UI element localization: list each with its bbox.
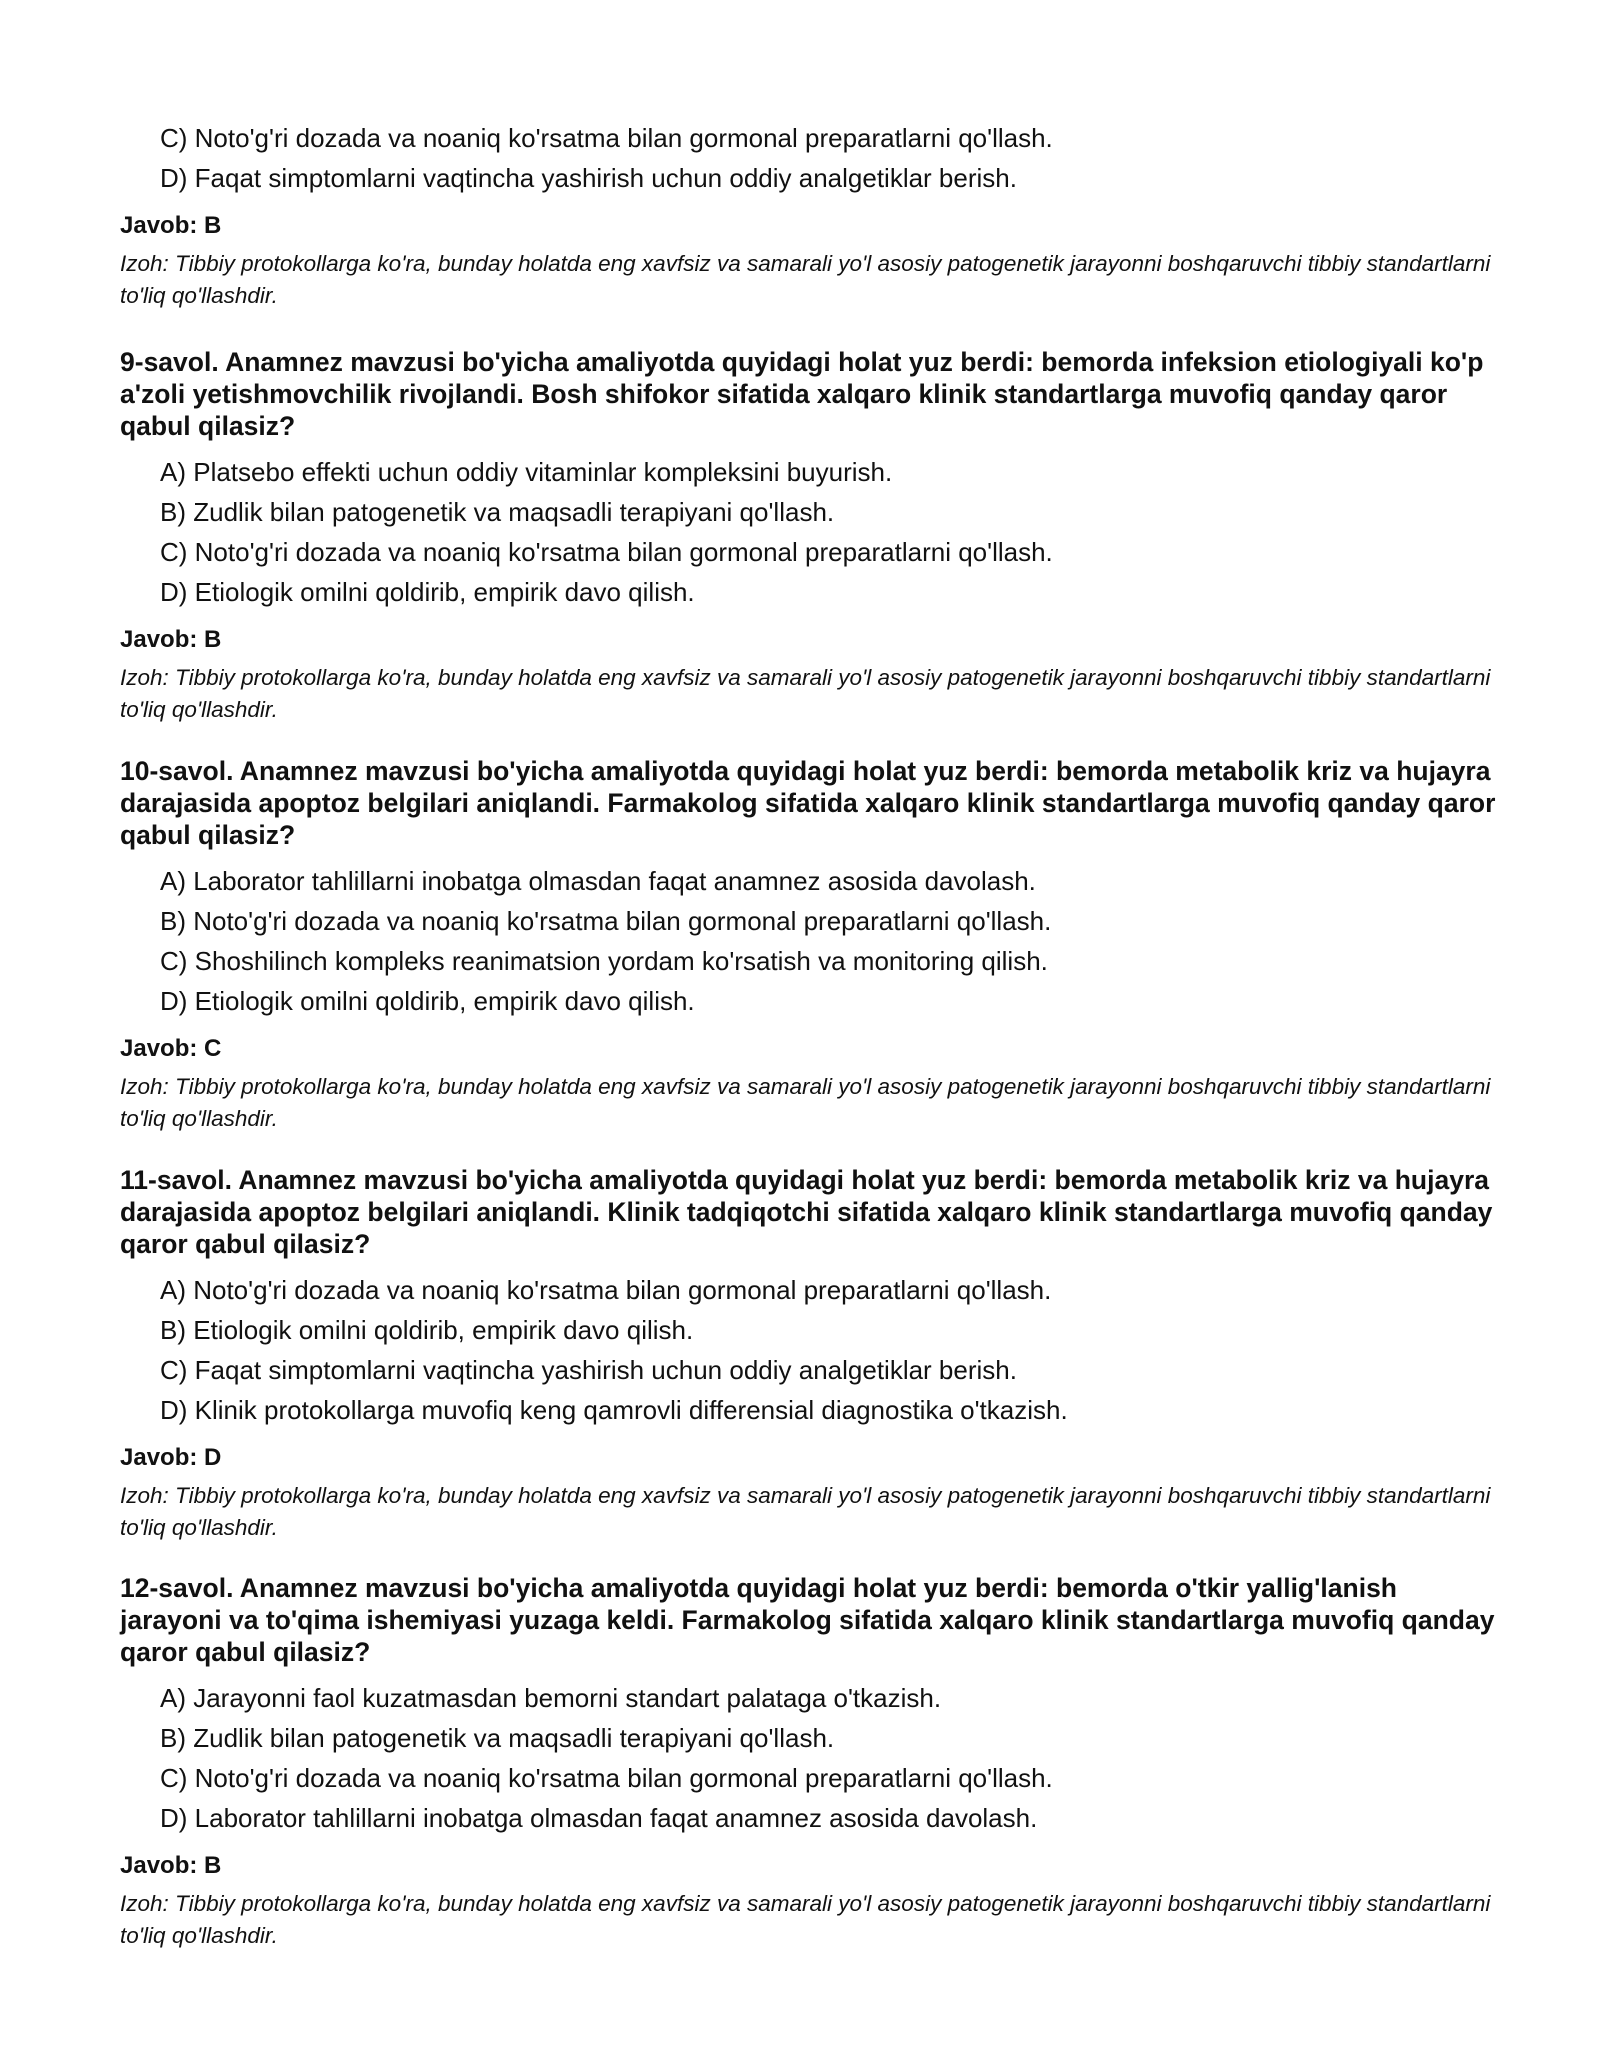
option-c: C) Noto'g'ri dozada va noaniq ko'rsatma bilan gormonal preparatlarni qo'llash.: [160, 123, 1053, 153]
answer-label: Javob: C: [120, 1035, 222, 1062]
question-text: 10-savol. Anamnez mavzusi bo'yicha amaliyotda quyidagi holat yuz berdi: bemorda metabolik kriz va hujayra darajasida apoptoz belgilari aniqlandi. Farmakolog sifatida xalqaro klinik standartlarga muvofiq qanday qaror qabul qilasiz?: [120, 756, 1496, 850]
option-d: D) Laborator tahlillarni inobatga olmasdan faqat anamnez asosida davolash.: [160, 1803, 1038, 1833]
option-b: B) Zudlik bilan patogenetik va maqsadli terapiyani qo'llash.: [160, 497, 835, 527]
answer-label: Javob: B: [120, 1852, 222, 1879]
explanation-note: Izoh: Tibbiy protokollarga ko'ra, bunday holatda eng xavfsiz va samarali yo'l asosiy patogenetik jarayonni boshqaruvchi tibbiy standartlarni to'liq qo'llashdir.: [120, 1074, 1491, 1131]
option-b: B) Zudlik bilan patogenetik va maqsadli terapiyani qo'llash.: [160, 1723, 835, 1753]
option-c: C) Shoshilinch kompleks reanimatsion yordam ko'rsatish va monitoring qilish.: [160, 946, 1048, 976]
question-text: 11-savol. Anamnez mavzusi bo'yicha amaliyotda quyidagi holat yuz berdi: bemorda metabolik kriz va hujayra darajasida apoptoz belgilari aniqlandi. Klinik tadqiqotchi sifatida xalqaro klinik standartlarga muvofiq qanday qaror qabul qilasiz?: [120, 1165, 1493, 1259]
answer-label: Javob: D: [120, 1444, 222, 1471]
question-text: 9-savol. Anamnez mavzusi bo'yicha amaliyotda quyidagi holat yuz berdi: bemorda infeksion etiologiyali ko'p a'zoli yetishmovchilik rivojlandi. Bosh shifokor sifatida xalqaro klinik standartlarga muvofiq qanday qaror qabul qilasiz?: [120, 347, 1484, 441]
option-d: D) Klinik protokollarga muvofiq keng qamrovli differensial diagnostika o'tkazish.: [160, 1395, 1068, 1425]
question-11: [120, 1164, 1500, 1544]
option-b: B) Etiologik omilni qoldirib, empirik davo qilish.: [160, 1315, 694, 1345]
option-a: A) Platsebo effekti uchun oddiy vitaminlar kompleksini buyurish.: [160, 457, 893, 487]
option-c: C) Noto'g'ri dozada va noaniq ko'rsatma bilan gormonal preparatlarni qo'llash.: [160, 537, 1053, 567]
question-8-continuation: [120, 118, 1500, 312]
explanation-note: Izoh: Tibbiy protokollarga ko'ra, bunday holatda eng xavfsiz va samarali yo'l asosiy patogenetik jarayonni boshqaruvchi tibbiy standartlarni to'liq qo'llashdir.: [120, 665, 1491, 722]
option-a: A) Laborator tahlillarni inobatga olmasdan faqat anamnez asosida davolash.: [160, 866, 1036, 896]
explanation-note: Izoh: Tibbiy protokollarga ko'ra, bunday holatda eng xavfsiz va samarali yo'l asosiy patogenetik jarayonni boshqaruvchi tibbiy standartlarni to'liq qo'llashdir.: [120, 1891, 1491, 1948]
option-d: D) Etiologik omilni qoldirib, empirik davo qilish.: [160, 986, 695, 1016]
question-9: [120, 346, 1500, 726]
option-c: C) Noto'g'ri dozada va noaniq ko'rsatma bilan gormonal preparatlarni qo'llash.: [160, 1763, 1053, 1793]
option-c: C) Faqat simptomlarni vaqtincha yashirish uchun oddiy analgetiklar berish.: [160, 1355, 1017, 1385]
explanation-note: Izoh: Tibbiy protokollarga ko'ra, bunday holatda eng xavfsiz va samarali yo'l asosiy patogenetik jarayonni boshqaruvchi tibbiy standartlarni to'liq qo'llashdir.: [120, 1483, 1491, 1540]
option-d: D) Faqat simptomlarni vaqtincha yashirish uchun oddiy analgetiklar berish.: [160, 163, 1017, 193]
option-b: B) Noto'g'ri dozada va noaniq ko'rsatma bilan gormonal preparatlarni qo'llash.: [160, 906, 1052, 936]
question-12: [120, 1572, 1500, 1952]
question-10: [120, 755, 1500, 1135]
option-d: D) Etiologik omilni qoldirib, empirik davo qilish.: [160, 577, 695, 607]
question-text: 12-savol. Anamnez mavzusi bo'yicha amaliyotda quyidagi holat yuz berdi: bemorda o'tkir yallig'lanish jarayoni va to'qima ishemiyasi yuzaga keldi. Farmakolog sifatida xalqaro klinik standartlarga muvofiq qanday qaror qabul qilasiz?: [120, 1573, 1495, 1667]
answer-label: Javob: B: [120, 626, 222, 653]
answer-label: Javob: B: [120, 212, 222, 239]
option-a: A) Jarayonni faol kuzatmasdan bemorni standart palataga o'tkazish.: [160, 1683, 942, 1713]
option-a: A) Noto'g'ri dozada va noaniq ko'rsatma bilan gormonal preparatlarni qo'llash.: [160, 1275, 1052, 1305]
explanation-note: Izoh: Tibbiy protokollarga ko'ra, bunday holatda eng xavfsiz va samarali yo'l asosiy patogenetik jarayonni boshqaruvchi tibbiy standartlarni to'liq qo'llashdir.: [120, 251, 1491, 308]
